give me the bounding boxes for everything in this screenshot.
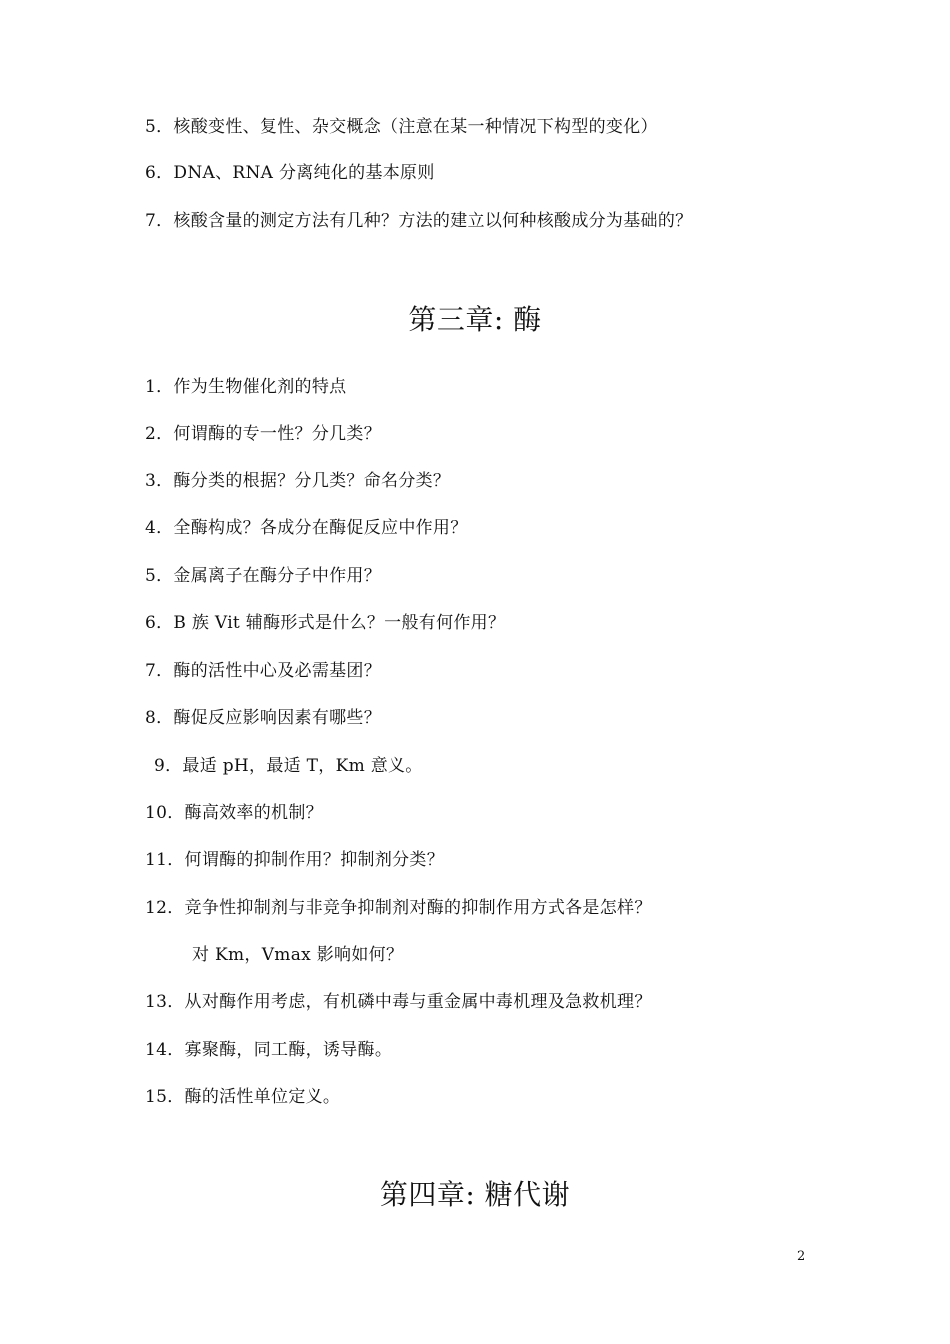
list-item: 13．从对酶作用考虑，有机磷中毒与重金属中毒机理及急救机理？ [145, 992, 652, 1012]
list-item: 12．竞争性抑制剂与非竞争抑制剂对酶的抑制作用方式各是怎样？ [145, 898, 652, 918]
list-item: 2．何谓酶的专一性？分几类？ [145, 424, 382, 444]
list-item: 8．酶促反应影响因素有哪些？ [145, 708, 382, 728]
list-item: 14．寡聚酶，同工酶，诱导酶。 [145, 1040, 393, 1060]
list-item: 10．酶高效率的机制？ [145, 803, 323, 823]
chapter-title: 第四章: 糖代谢 [379, 1178, 571, 1211]
list-item: 6．DNA、RNA 分离纯化的基本原则 [145, 163, 435, 183]
list-item: 7．酶的活性中心及必需基团？ [145, 661, 382, 681]
list-item: 5．核酸变性、复性、杂交概念（注意在某一种情况下构型的变化） [145, 117, 658, 137]
list-item: 11．何谓酶的抑制作用？抑制剂分类？ [145, 850, 445, 870]
list-item: 15．酶的活性单位定义。 [145, 1087, 341, 1107]
list-item: 1．作为生物催化剂的特点 [145, 377, 347, 397]
list-item: 7．核酸含量的测定方法有几种？方法的建立以何种核酸成分为基础的？ [145, 211, 693, 231]
list-item: 6．B 族 Vit 辅酶形式是什么？一般有何作用？ [145, 613, 506, 633]
list-item: 4．全酶构成？各成分在酶促反应中作用？ [145, 518, 468, 538]
list-item: 5．金属离子在酶分子中作用？ [145, 566, 382, 586]
list-item: 3．酶分类的根据？分几类？命名分类？ [145, 471, 451, 491]
list-item-continuation: 对 Km，Vmax 影响如何？ [192, 945, 404, 965]
list-item: 9．最适 pH，最适 T，Km 意义。 [154, 756, 423, 776]
chapter-title: 第三章: 酶 [408, 303, 542, 336]
page-number: 2 [797, 1249, 806, 1264]
